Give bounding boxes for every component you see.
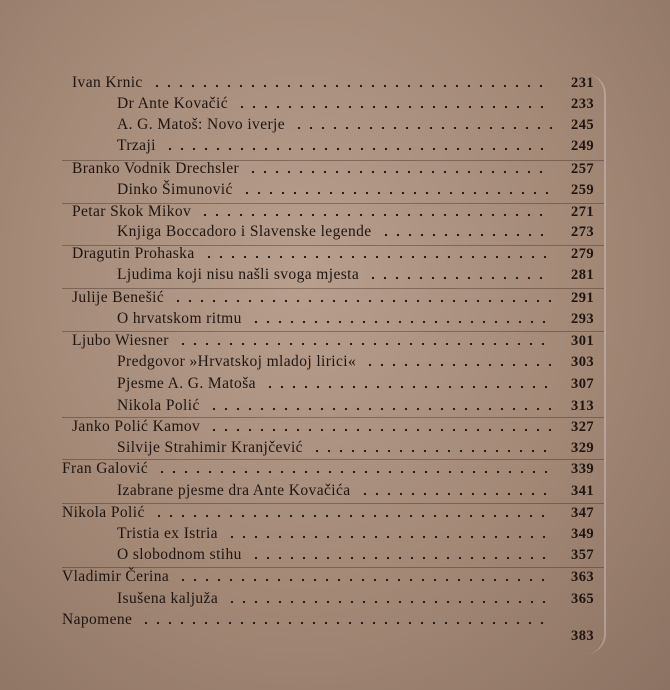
toc-entry-author	[62, 568, 594, 586]
toc-page-number: 363	[571, 569, 594, 585]
leader-dots	[311, 449, 552, 453]
toc-title: O hrvatskom ritmu	[117, 310, 242, 327]
toc-title: A. G. Matoš: Novo iverje	[117, 116, 286, 133]
toc-entry-author	[72, 74, 594, 92]
leader-dots	[293, 126, 552, 130]
toc-page-number: 231	[571, 75, 594, 91]
toc-entry-author	[72, 245, 594, 263]
leader-dots	[247, 170, 552, 174]
toc-page-number: 291	[571, 290, 594, 306]
toc-title: Knjiga Boccadoro i Slavenske legende	[117, 223, 372, 240]
toc-page-number: 329	[571, 440, 594, 456]
leader-dots	[203, 255, 552, 259]
toc-title: Pjesme A. G. Matoša	[117, 375, 256, 392]
toc-entry-author	[72, 332, 594, 350]
toc-page-number: 357	[571, 547, 594, 563]
leader-dots	[177, 578, 552, 582]
leader-dots	[264, 385, 552, 389]
toc-page-number: 383	[571, 628, 594, 644]
toc-page-number: 349	[571, 526, 594, 542]
toc-page-number: 273	[571, 224, 594, 240]
toc-page-number: 313	[571, 398, 594, 414]
leader-dots	[172, 299, 552, 303]
leader-dots	[156, 470, 552, 474]
toc-title: Trzaji	[117, 137, 156, 154]
toc-entry-work	[117, 116, 594, 134]
toc-title: Nikola Polić	[62, 504, 145, 521]
leader-dots	[164, 147, 552, 151]
toc-entry-work	[117, 310, 594, 328]
leader-dots	[199, 213, 552, 217]
toc-title: Branko Vodnik Drechsler	[72, 160, 240, 177]
toc-page-number: 233	[571, 96, 594, 112]
toc-page-number: 365	[571, 591, 594, 607]
toc-entry-author	[62, 504, 594, 522]
toc-title: Fran Galović	[62, 460, 149, 477]
toc-entry-work	[117, 181, 594, 199]
toc-title: Julije Benešić	[72, 289, 165, 306]
toc-title: Petar Skok Mikov	[72, 203, 192, 220]
leader-dots	[140, 621, 552, 625]
toc-title: Dinko Šimunović	[117, 181, 233, 198]
leader-dots	[359, 492, 552, 496]
leader-dots	[367, 276, 552, 280]
toc-page-number: 301	[571, 333, 594, 349]
toc-entry-work	[117, 223, 594, 241]
toc-title: O slobodnom stihu	[117, 546, 242, 563]
toc-title: Nikola Polić	[117, 397, 200, 414]
toc-entry-author	[62, 460, 594, 478]
leader-dots	[153, 514, 552, 518]
toc-page-number: 245	[571, 117, 594, 133]
toc-page-number: 279	[571, 246, 594, 262]
toc-entry-work	[117, 266, 594, 284]
toc-page-number: 327	[571, 419, 594, 435]
leader-dots	[151, 84, 552, 88]
toc-entry-work	[117, 546, 594, 564]
toc-page-number: 259	[571, 182, 594, 198]
toc-page-number: 347	[571, 505, 594, 521]
toc-page-number: 303	[571, 354, 594, 370]
toc-page-number: 339	[571, 461, 594, 477]
toc-page-number: 271	[571, 204, 594, 220]
leader-dots	[226, 535, 552, 539]
toc-entry-work	[117, 590, 594, 608]
toc-entry-author	[72, 203, 594, 221]
toc-page-number: 307	[571, 376, 594, 392]
leader-dots	[380, 233, 552, 237]
toc-page-number: 341	[571, 483, 594, 499]
toc-page-number: 281	[571, 267, 594, 283]
toc-entry-work	[117, 439, 594, 457]
leader-dots	[177, 342, 552, 346]
toc-title: Napomene	[62, 611, 133, 628]
toc-entry-author	[72, 289, 594, 307]
toc-title: Silvije Strahimir Kranjčević	[117, 439, 303, 456]
leader-dots	[208, 407, 552, 411]
toc-entry-work	[117, 375, 594, 393]
toc-title: Dr Ante Kovačić	[117, 95, 229, 112]
toc-title: Tristia ex Istria	[117, 525, 218, 542]
toc-entry-notes	[62, 611, 594, 644]
toc-title: Predgovor »Hrvatskoj mladoj lirici«	[117, 353, 357, 370]
leader-dots	[250, 556, 552, 560]
toc-title: Ljudima koji nisu našli svoga mjesta	[117, 266, 360, 283]
toc-entry-author	[72, 160, 594, 178]
toc-page-number: 293	[571, 311, 594, 327]
toc-title: Isušena kaljuža	[117, 590, 219, 607]
leader-dots	[208, 428, 552, 432]
toc-title: Ljubo Wiesner	[72, 332, 169, 349]
leader-dots	[226, 600, 552, 604]
toc-page-number: 257	[571, 161, 594, 177]
leader-dots	[250, 320, 552, 324]
toc-entry-work	[117, 353, 594, 371]
toc-title: Janko Polić Kamov	[72, 418, 201, 435]
leader-dots	[236, 105, 552, 109]
toc-title: Vladimir Čerina	[62, 568, 170, 585]
leader-dots	[241, 191, 552, 195]
toc-title: Ivan Krnic	[72, 74, 143, 91]
toc-entry-work	[117, 482, 594, 500]
toc-entry-work	[117, 95, 594, 113]
toc-page-number: 249	[571, 138, 594, 154]
toc-entry-work	[117, 137, 594, 155]
toc-entry-author	[72, 418, 594, 436]
toc-entry-work	[117, 397, 594, 415]
toc-title: Izabrane pjesme dra Ante Kovačića	[117, 482, 351, 499]
leader-dots	[364, 363, 552, 367]
toc-entry-work	[117, 525, 594, 543]
toc-title: Dragutin Prohaska	[72, 245, 195, 262]
